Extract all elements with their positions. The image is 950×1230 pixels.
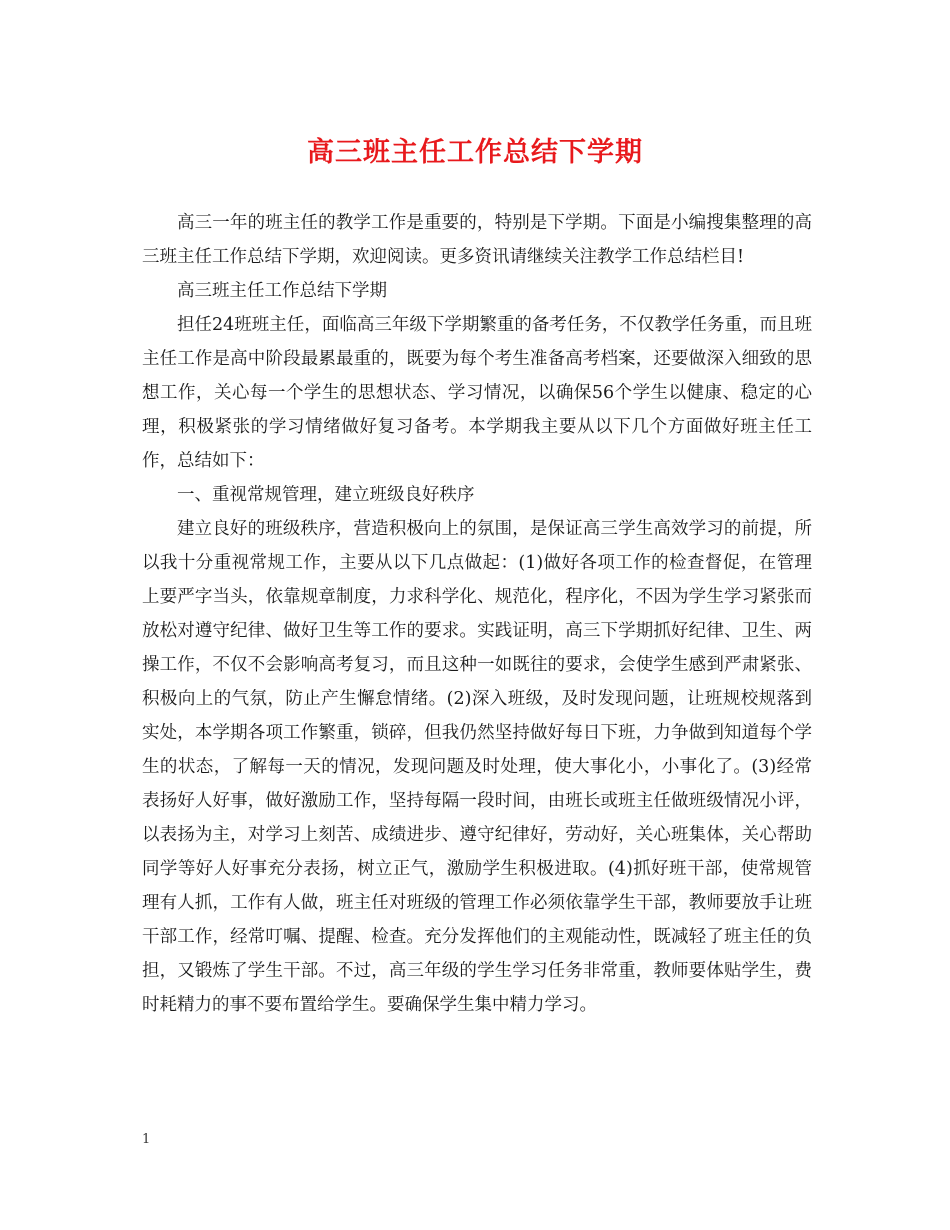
paragraph-intro: 高三一年的班主任的教学工作是重要的，特别是下学期。下面是小编搜集整理的高三班主任工作总结下学期，欢迎阅读。更多资讯请继续关注教学工作总结栏目!	[142, 213, 812, 267]
section-heading: 一、重视常规管理，建立班级良好秩序	[177, 485, 475, 505]
document-body	[142, 206, 812, 1022]
paragraph-overview: 担任24班班主任，面临高三年级下学期繁重的备考任务，不仅教学任务重，而且班主任工作是高中阶段最累最重的，既要为每个考生准备高考档案，还要做深入细致的思想工作，关心每一个学生的思想状态、学习情况，以确保56个学生以健康、稳定的心理，积极紧张的学习情绪做好复习备考。本学期我主要从以下几个方面做好班主任工作，总结如下：	[142, 315, 812, 471]
paragraph-subtitle: 高三班主任工作总结下学期	[177, 281, 387, 301]
document-title: 高三班主任工作总结下学期	[307, 137, 643, 168]
paragraph-section-one: 建立良好的班级秩序，营造积极向上的氛围，是保证高三学生高效学习的前提，所以我十分重视常规工作，主要从以下几点做起：(1)做好各项工作的检查督促，在管理上要严字当头，依靠规章制度，力求科学化、规范化，程序化，不因为学生学习紧张而放松对遵守纪律、做好卫生等工作的要求。实践证明，高三下学期抓好纪律、卫生、两操工作，不仅不会影响高考复习，而且这种一如既往的要求，会使学生感到严肃紧张、积极向上的气氛，防止产生懈怠情绪。(2)深入班级，及时发现问题，让班规校规落到实处，本学期各项工作繁重，锁碎，但我仍然坚持做好每日下班，力争做到知道每个学生的状态，了解每一天的情况，发现问题及时处理，使大事化小，小事化了。(3)经常表扬好人好事，做好激励工作，坚持每隔一段时间，由班长或班主任做班级情况小评，以表扬为主，对学习上刻苦、成绩进步、遵守纪律好，劳动好，关心班集体，关心帮助同学等好人好事充分表扬，树立正气，激励学生积极进取。(4)抓好班干部，使常规管理有人抓，工作有人做，班主任对班级的管理工作必须依靠学生干部，教师要放手让班干部工作，经常叮嘱、提醒、检查。充分发挥他们的主观能动性，既减轻了班主任的负担，又锻炼了学生干部。不过，高三年级的学生学习任务非常重，教师要体贴学生，费时耗精力的事不要布置给学生。要确保学生集中精力学习。	[142, 519, 812, 1015]
page-number: 1	[142, 1132, 151, 1147]
